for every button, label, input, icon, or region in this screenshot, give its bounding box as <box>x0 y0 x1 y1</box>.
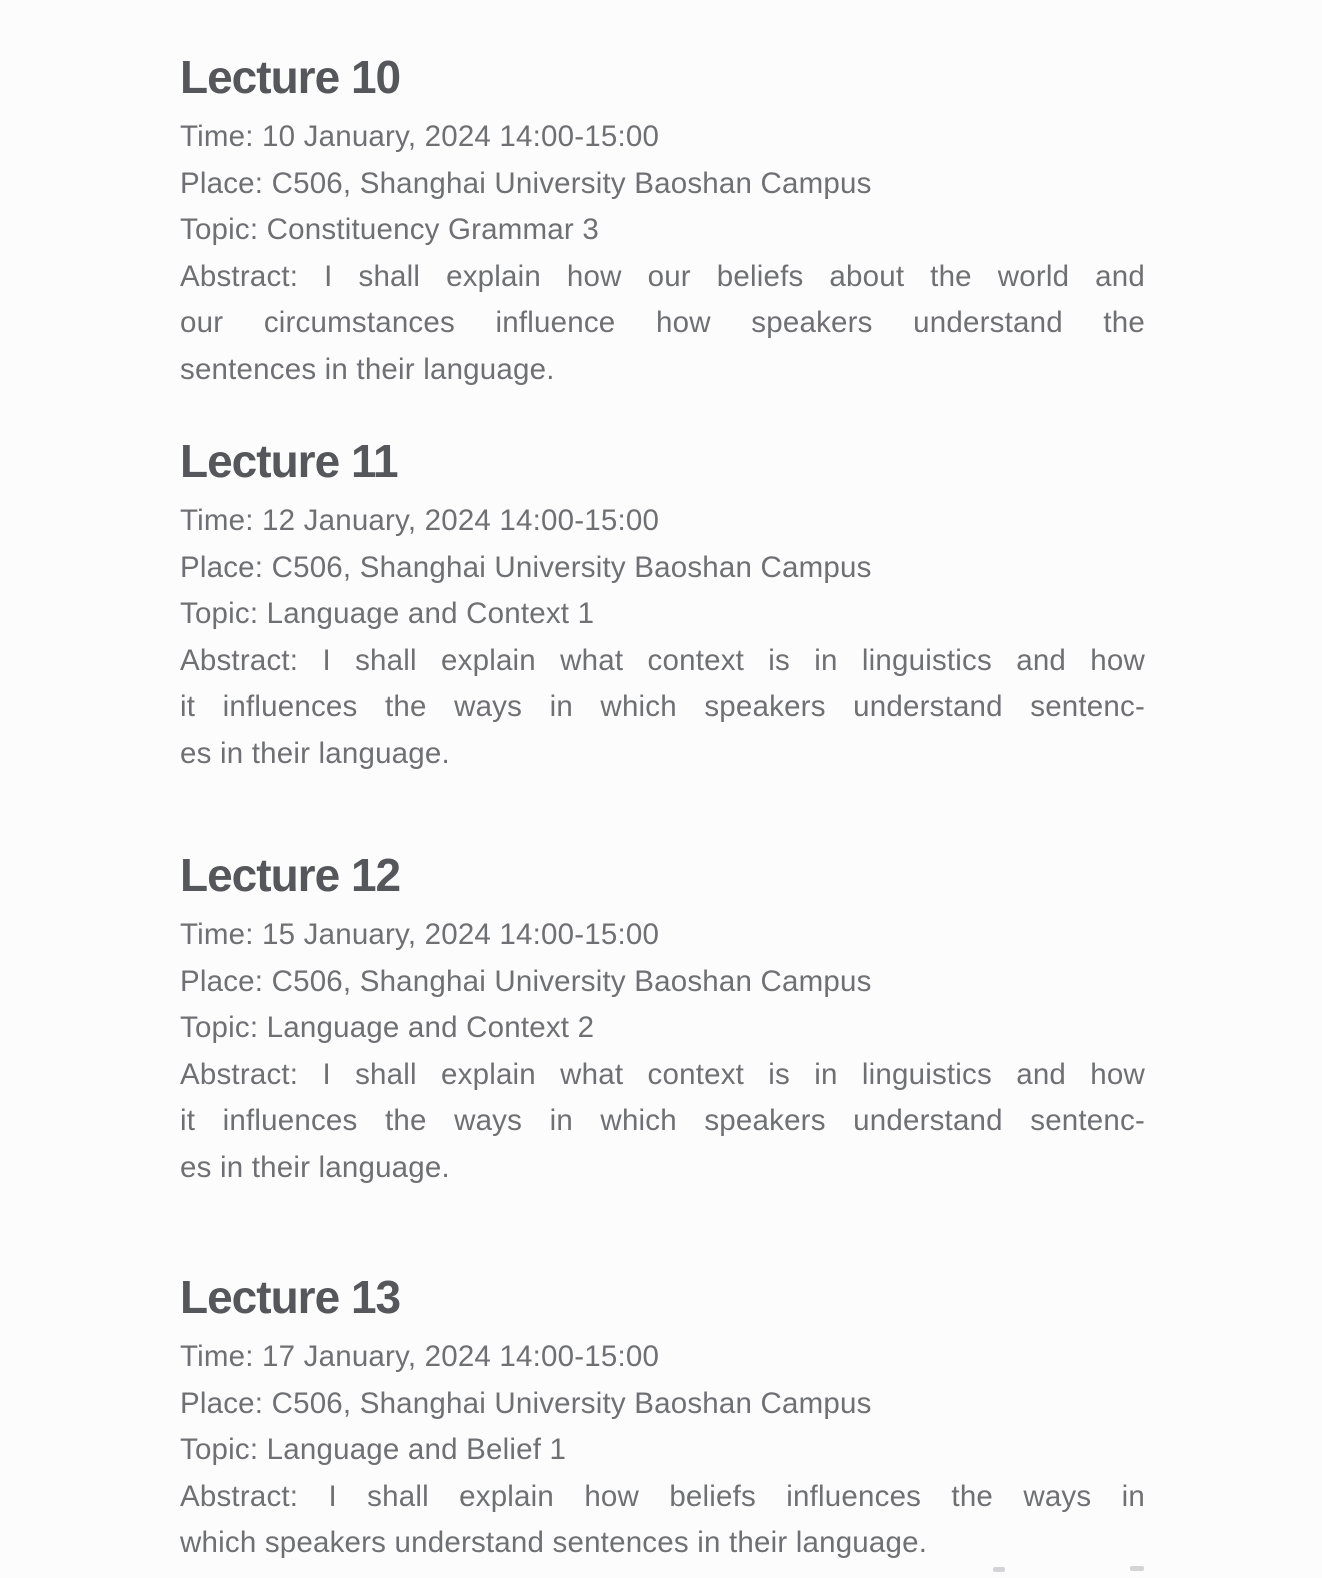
lecture-place: Place: C506, Shanghai University Baoshan Campus <box>180 964 872 998</box>
abstract-line: Abstract: I shall explain how our beliefs about the world and <box>180 259 1145 293</box>
abstract-line: es in their language. <box>180 1150 450 1184</box>
lecture-title: Lecture 13 <box>180 1271 401 1323</box>
lecture-section-11 <box>180 433 1145 777</box>
abstract-line: Abstract: I shall explain how beliefs influences the ways in <box>180 1479 1145 1513</box>
lecture-section-10 <box>180 49 1145 393</box>
abstract-line: Abstract: I shall explain what context is in linguistics and how <box>180 1057 1145 1091</box>
abstract-line: Abstract: I shall explain what context is in linguistics and how <box>180 643 1145 677</box>
lecture-topic: Topic: Constituency Grammar 3 <box>180 213 599 246</box>
cutoff-text-artifact <box>1130 1566 1144 1571</box>
lecture-section-12 <box>180 847 1145 1191</box>
abstract-line: it influences the ways in which speakers understand sentenc- <box>180 690 1145 723</box>
lecture-time: Time: 15 January, 2024 14:00-15:00 <box>180 918 660 951</box>
lecture-title: Lecture 10 <box>180 51 401 103</box>
lecture-place: Place: C506, Shanghai University Baoshan Campus <box>180 166 872 200</box>
lecture-time: Time: 10 January, 2024 14:00-15:00 <box>180 120 660 153</box>
lecture-place: Place: C506, Shanghai University Baoshan Campus <box>180 1386 872 1420</box>
lecture-time: Time: 17 January, 2024 14:00-15:00 <box>180 1340 660 1373</box>
abstract-line: sentences in their language. <box>180 352 555 386</box>
lecture-topic: Topic: Language and Belief 1 <box>180 1433 567 1466</box>
lecture-title: Lecture 11 <box>180 435 398 487</box>
lecture-title: Lecture 12 <box>180 849 401 901</box>
lecture-topic: Topic: Language and Context 1 <box>180 597 595 630</box>
abstract-line: es in their language. <box>180 736 450 770</box>
lecture-section-13 <box>180 1269 1145 1567</box>
lecture-time: Time: 12 January, 2024 14:00-15:00 <box>180 504 660 537</box>
abstract-line: which speakers understand sentences in their language. <box>180 1526 928 1559</box>
lecture-place: Place: C506, Shanghai University Baoshan Campus <box>180 550 872 584</box>
abstract-line: it influences the ways in which speakers understand sentenc- <box>180 1104 1145 1137</box>
abstract-line: our circumstances influence how speakers understand the <box>180 306 1145 339</box>
cutoff-text-artifact <box>993 1567 1005 1572</box>
lecture-topic: Topic: Language and Context 2 <box>180 1011 595 1044</box>
